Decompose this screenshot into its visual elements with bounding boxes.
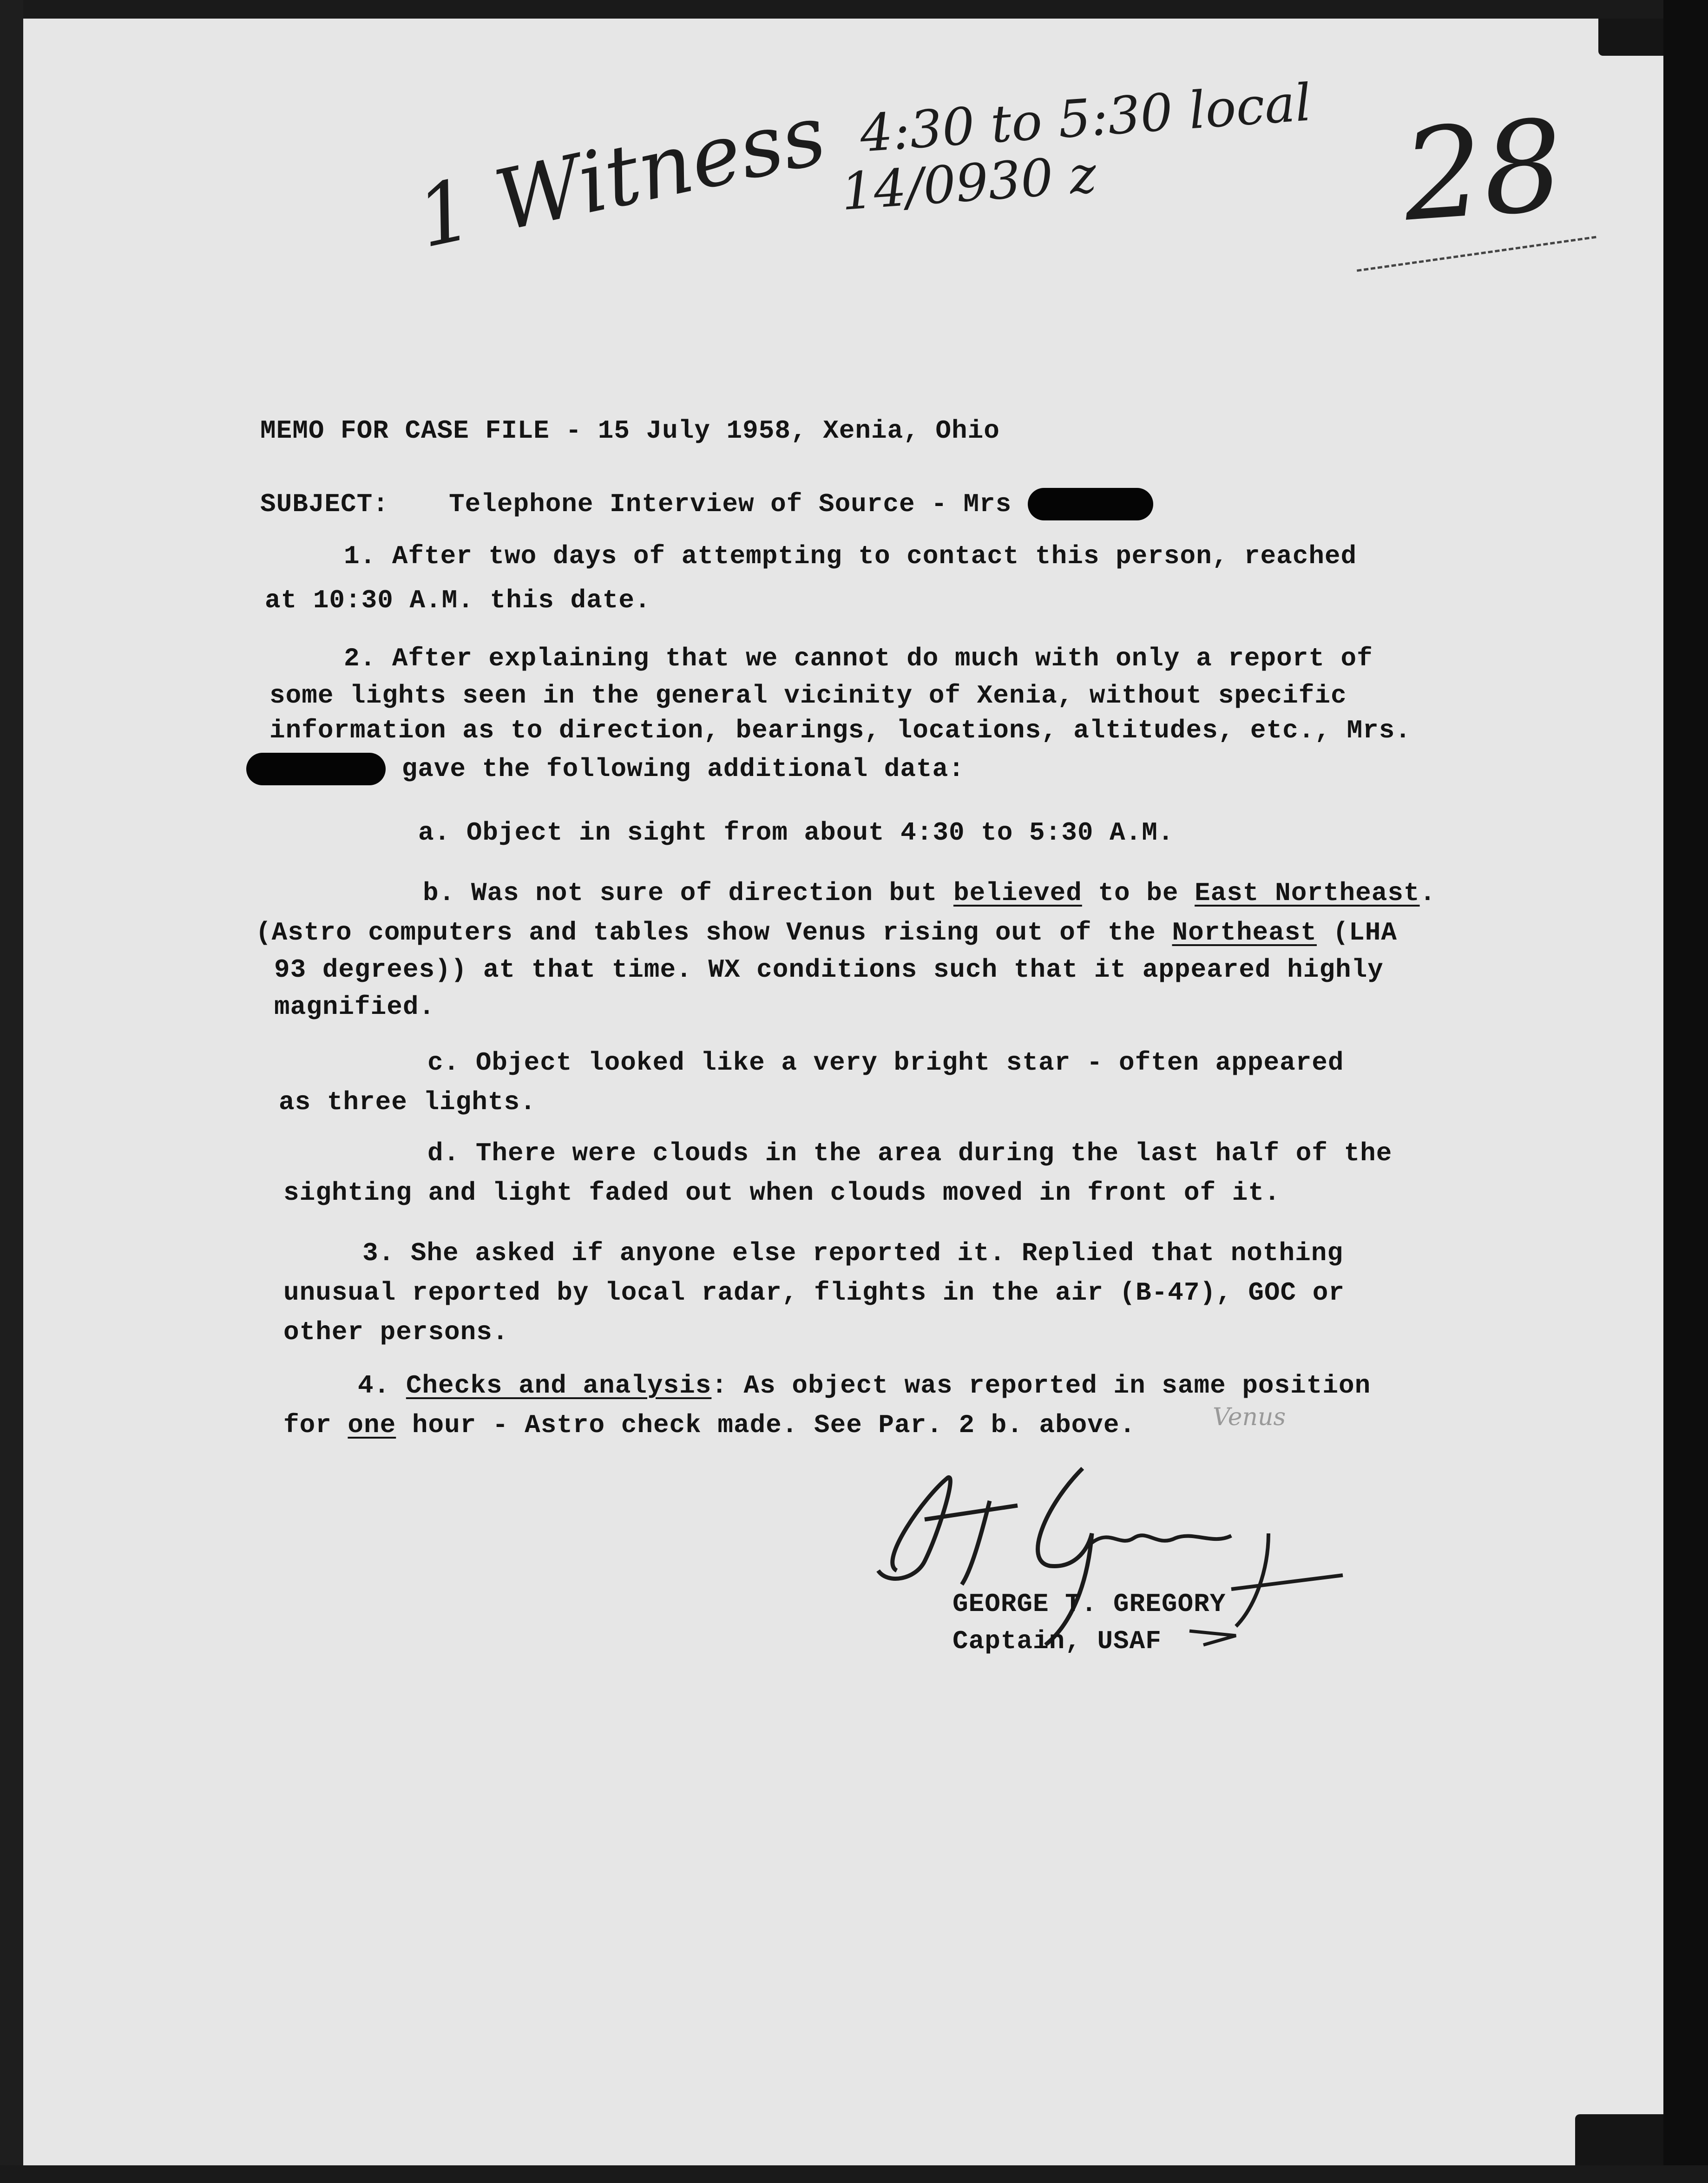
handwritten-page-number: 28 bbox=[1398, 92, 1568, 250]
film-frame-bottom bbox=[0, 2165, 1708, 2183]
paragraph-2-line-4-text: gave the following additional data: bbox=[401, 754, 965, 784]
subject-text: Telephone Interview of Source - Mrs bbox=[449, 489, 1012, 519]
paragraph-4-text: for bbox=[283, 1410, 348, 1440]
paragraph-2-line-4 bbox=[246, 753, 965, 785]
redaction-mark bbox=[246, 753, 386, 785]
item-b-text: to be bbox=[1082, 878, 1195, 908]
faint-handwritten-annotation: Venus bbox=[1213, 1403, 1286, 1431]
paragraph-4-line-1 bbox=[358, 1371, 1371, 1401]
item-b-text: (Astro computers and tables show Venus rising out of the bbox=[256, 918, 1172, 947]
underlined-northeast: Northeast bbox=[1172, 918, 1317, 947]
registration-mark-bottom bbox=[1575, 2114, 1663, 2165]
item-c-line-1: c. Object looked like a very bright star - often appeared bbox=[427, 1048, 1344, 1078]
item-a: a. Object in sight from about 4:30 to 5:30 A.M. bbox=[418, 818, 1174, 848]
memo-heading: MEMO FOR CASE FILE - 15 July 1958, Xenia, Ohio bbox=[260, 416, 1000, 446]
handwritten-zulu-time-note: 14/0930 z bbox=[839, 144, 1098, 222]
item-b-text: . bbox=[1419, 878, 1436, 908]
item-d-line-1: d. There were clouds in the area during the last half of the bbox=[427, 1138, 1393, 1168]
item-b-line-4: magnified. bbox=[274, 992, 435, 1022]
paragraph-1-line-2: at 10:30 A.M. this date. bbox=[265, 585, 651, 615]
document-page bbox=[23, 19, 1663, 2165]
paragraph-3-line-1: 3. She asked if anyone else reported it. Replied that nothing bbox=[362, 1238, 1343, 1268]
film-frame-top bbox=[0, 0, 1708, 19]
item-b-text: (LHA bbox=[1316, 918, 1397, 947]
handwritten-witness-note: 1 Witness bbox=[409, 85, 834, 267]
underlined-east-northeast: East Northeast bbox=[1195, 878, 1420, 908]
underlined-believed: believed bbox=[953, 878, 1082, 908]
item-b-text: b. Was not sure of direction but bbox=[423, 878, 953, 908]
item-b-line-3: 93 degrees)) at that time. WX conditions such that it appeared highly bbox=[274, 955, 1384, 985]
signer-name: GEORGE T. GREGORY bbox=[953, 1589, 1226, 1619]
paragraph-4-text: 4. bbox=[358, 1371, 406, 1401]
film-frame-right bbox=[1663, 0, 1708, 2183]
registration-mark-top bbox=[1598, 19, 1663, 56]
paragraph-4-text: : As object was reported in same position bbox=[711, 1371, 1371, 1401]
item-b-line-1 bbox=[423, 878, 1436, 908]
paragraph-4-text: hour - Astro check made. See Par. 2 b. above. bbox=[396, 1410, 1136, 1440]
paragraph-3-line-2: unusual reported by local radar, flights in the air (B-47), GOC or bbox=[283, 1278, 1345, 1308]
subject-line bbox=[260, 488, 1153, 520]
film-frame-left bbox=[0, 0, 23, 2183]
subject-label: SUBJECT: bbox=[260, 489, 389, 519]
paragraph-2-line-2: some lights seen in the general vicinity of Xenia, without specific bbox=[269, 681, 1347, 710]
paragraph-2-line-1: 2. After explaining that we cannot do much with only a report of bbox=[344, 644, 1373, 673]
item-c-line-2: as three lights. bbox=[279, 1087, 536, 1117]
item-d-line-2: sighting and light faded out when clouds moved in front of it. bbox=[283, 1178, 1281, 1208]
paragraph-4-line-2 bbox=[283, 1410, 1136, 1440]
underlined-checks-and-analysis: Checks and analysis bbox=[406, 1371, 712, 1401]
signature-block bbox=[869, 1450, 1380, 1673]
paragraph-1-line-1: 1. After two days of attempting to contact this person, reached bbox=[344, 541, 1357, 571]
item-b-line-2 bbox=[256, 918, 1397, 947]
underlined-one: one bbox=[348, 1410, 396, 1440]
handwritten-time-note: 4:30 to 5:30 local bbox=[858, 72, 1314, 164]
paragraph-3-line-3: other persons. bbox=[283, 1317, 509, 1347]
redaction-mark bbox=[1028, 488, 1153, 520]
paragraph-2-line-3: information as to direction, bearings, locations, altitudes, etc., Mrs. bbox=[269, 716, 1411, 745]
signer-rank: Captain, USAF bbox=[953, 1626, 1162, 1656]
